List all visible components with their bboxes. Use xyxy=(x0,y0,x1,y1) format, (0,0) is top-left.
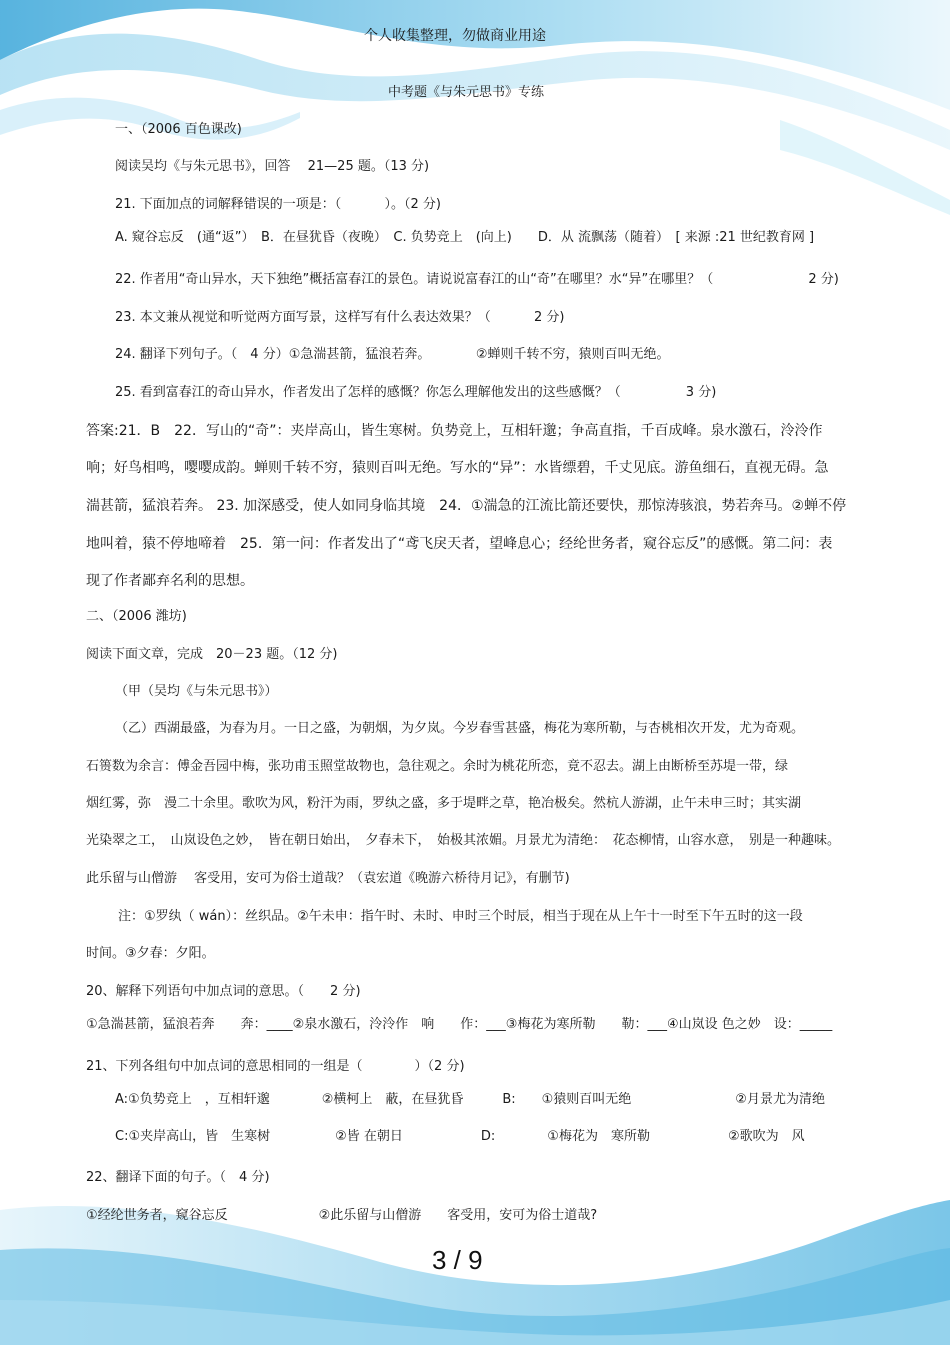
section-one-heading: 一、（2006 百色课改) xyxy=(115,122,242,137)
question-22: 22. 作者用“奇山异水，天下独绝”概括富春江的景色。请说说富春江的山“奇”在哪里？水“异”在哪里？（ 2 分) xyxy=(115,272,839,287)
question-21b: 21、下列各组句中加点词的意思相同的一组是（ ）（2 分) xyxy=(86,1059,465,1074)
document-title: 中考题《与朱元思书》专练 xyxy=(388,85,545,100)
question-24: 24. 翻译下列句子。（ 4 分）①急湍甚箭，猛浪若奔。 ②蝉则千转不穷，猿则百叫无绝。 xyxy=(115,347,670,362)
answer-line: 响；好鸟相鸣，嘤嘤成韵。蝉则千转不穷，猿则百叫无绝。写水的“异”：水皆缥碧，千丈见底。游鱼细石，直视无碍。急 xyxy=(86,460,829,476)
answer-line: 现了作者鄙弃名利的思想。 xyxy=(86,573,254,589)
passage-jia: （甲（吴均《与朱元思书》） xyxy=(115,684,278,699)
answer-line: 答案:21．B 22．写山的“奇”：夹岸高山，皆生寒树。负势竞上，互相轩邈；争高直指，千百成峰。泉水激石，泠泠作 xyxy=(86,423,823,439)
page-number: 3 / 9 xyxy=(432,1245,483,1275)
section-two-heading: 二、（2006 潍坊) xyxy=(86,609,187,624)
question-21: 21. 下面加点的词解释错误的一项是：（ ）。（2 分) xyxy=(115,197,441,212)
answer-line: 地叫着，猿不停地啼着 25．第一问：作者发出了“鸢飞戾天者，望峰息心；经纶世务者，窥谷忘反”的感慨。第二问：表 xyxy=(86,536,833,552)
question-23: 23. 本文兼从视觉和听觉两方面写景，这样写有什么表达效果？（ 2 分) xyxy=(115,310,565,325)
answer-line: 湍甚箭，猛浪若奔。 23. 加深感受，使人如同身临其境 24．①湍急的江流比箭还要快，那惊涛骇浪，势若奔马。②蝉不停 xyxy=(86,498,847,514)
question-25: 25. 看到富春江的奇山异水，作者发出了怎样的感慨？你怎么理解他发出的这些感慨？（ 3 分) xyxy=(115,385,717,400)
note-line: 注：①罗纨（ wán）：丝织品。②午未申：指午时、未时、申时三个时辰，相当于现在从上午十一时至下午五时的这一段 xyxy=(118,909,803,924)
section-two-intro: 阅读下面文章，完成 20－23 题。（12 分) xyxy=(86,647,338,662)
question-21b-row-c: C:①夹岸高山，皆 生寒树 ②皆 在朝日 D: ①梅花为 寒所勒 ②歌吹为 风 xyxy=(115,1129,805,1144)
question-22b: 22、翻译下面的句子。（ 4 分) xyxy=(86,1170,270,1185)
passage-yi-line: 光染翠之工， 山岚设色之妙， 皆在朝日始出， 夕春未下， 始极其浓媚。月景尤为清绝： 花态柳情，山容水意， 别是一种趣味。 xyxy=(86,833,841,848)
passage-yi-line: （乙）西湖最盛，为春为月。一日之盛，为朝烟，为夕岚。今岁春雪甚盛，梅花为寒所勒，与杏桃相次开发，尤为奇观。 xyxy=(115,721,805,736)
passage-yi-line: 石篑数为余言：傅金吾园中梅，张功甫玉照堂故物也，急往观之。余时为桃花所恋，竟不忍去。湖上由断桥至苏堤一带，绿 xyxy=(86,759,789,774)
question-20-items: ①急湍甚箭，猛浪若奔 奔：____②泉水激石，泠泠作 响 作：___③梅花为寒所勒 勒：___④山岚设 色之妙 设：_____ xyxy=(86,1017,833,1032)
question-22b-items: ①经纶世务者，窥谷忘反 ②此乐留与山僧游 客受用，安可为俗士道哉? xyxy=(86,1208,598,1223)
note-line: 时间。③夕春：夕阳。 xyxy=(86,946,215,961)
watermark-header: 个人收集整理，勿做商业用途 xyxy=(364,28,546,44)
question-21b-row-a: A:①负势竞上 ，互相轩邈 ②横柯上 蔽，在昼犹昏 B: ①猿则百叫无绝 ②月景尤为清绝 xyxy=(115,1092,825,1107)
question-20: 20、解释下列语句中加点词的意思。（ 2 分) xyxy=(86,984,361,999)
passage-yi-line: 烟红雾，弥 漫二十余里。歌吹为风，粉汗为雨，罗纨之盛，多于堤畔之草，艳冶极矣。然杭人游湖，止午未申三时；其实湖 xyxy=(86,796,802,811)
passage-yi-line: 此乐留与山僧游 客受用，安可为俗士道哉？（袁宏道《晚游六桥待月记》，有删节) xyxy=(86,871,570,886)
question-21-options: A. 窥谷忘反 (通“返”） B．在昼犹昏（夜晚） C. 负势竞上 (向上) D．从 流飘荡（随着） [ 来源 :21 世纪教育网 ] xyxy=(115,230,815,245)
section-one-intro: 阅读吴均《与朱元思书》，回答 21—25 题。（13 分) xyxy=(115,159,430,174)
